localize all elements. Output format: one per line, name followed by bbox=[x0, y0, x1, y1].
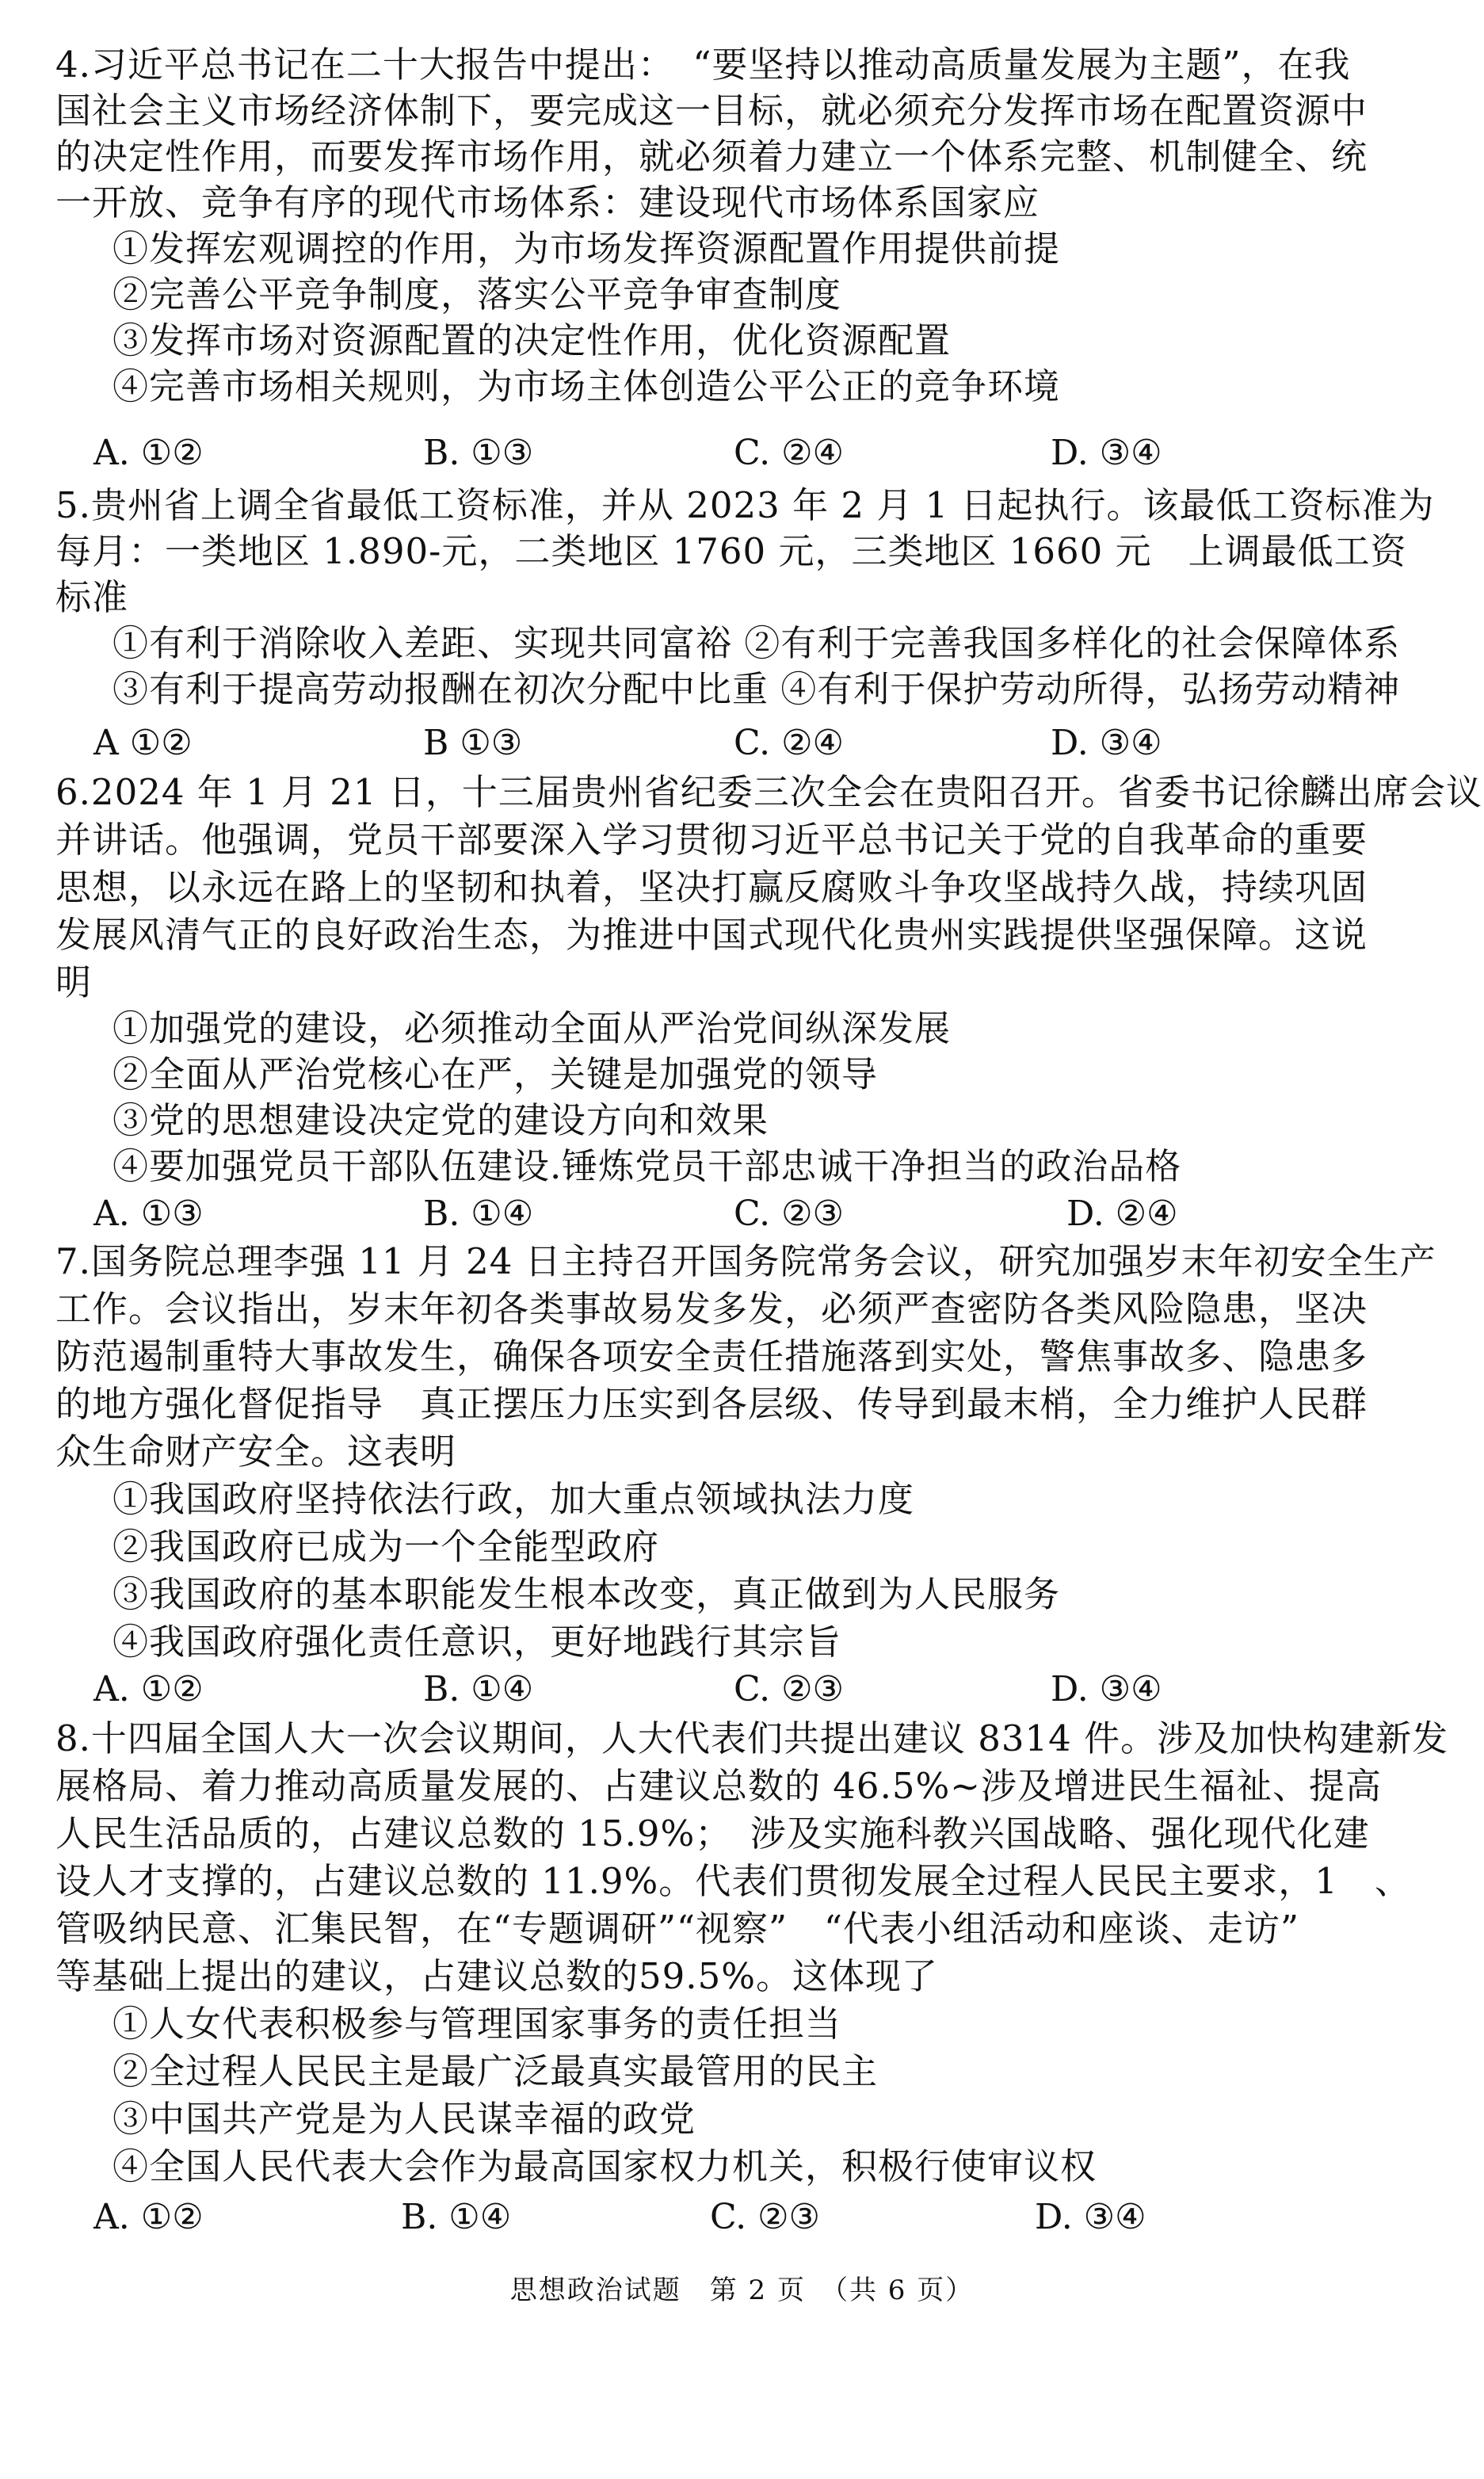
statement-item: ①加强党的建设，必须推动全面从严治党间纵深发展 bbox=[113, 1007, 952, 1049]
option-a[interactable]: A. ①② bbox=[93, 1669, 204, 1709]
statement-item: ①发挥宏观调控的作用，为市场发挥资源配置作用提供前提 bbox=[113, 227, 1061, 269]
option-a[interactable]: A ①② bbox=[93, 723, 193, 763]
question-text-line: 5.贵州省上调全省最低工资标准，并从 2023 年 2 月 1 日起执行。该最低工资标准为 bbox=[55, 484, 1435, 526]
question-text-line: 7.国务院总理李强 11 月 24 日主持召开国务院常务会议，研究加强岁末年初安全生产 bbox=[55, 1240, 1436, 1282]
statement-item: ④全国人民代表大会作为最高国家权力机关，积极行使审议权 bbox=[113, 2145, 1097, 2187]
question-text-line: 明 bbox=[55, 961, 93, 1003]
question-text-line: 8.十四届全国人大一次会议期间，人大代表们共提出建议 8314 件。涉及加快构建新发 bbox=[55, 1717, 1449, 1759]
question-text-line: 每月：一类地区 1.890-元，二类地区 1760 元，三类地区 1660 元 上调最低工资 bbox=[55, 530, 1407, 572]
statement-item: ③我国政府的基本职能发生根本改变，真正做到为人民服务 bbox=[113, 1573, 1061, 1615]
option-b[interactable]: B ①③ bbox=[423, 723, 523, 763]
question-text-line: 标准 bbox=[55, 576, 129, 618]
question-text-line: 展格局、着力推动高质量发展的、占建议总数的 46.5%~涉及增进民生福祉、提高 bbox=[55, 1765, 1382, 1807]
option-d[interactable]: D. ③④ bbox=[1051, 433, 1162, 473]
option-a[interactable]: A. ①③ bbox=[93, 1194, 204, 1234]
question-text-line: 一开放、竞争有序的现代市场体系：建设现代市场体系国家应 bbox=[55, 181, 1040, 223]
option-c[interactable]: C. ②④ bbox=[734, 723, 844, 763]
statement-item: ②全过程人民民主是最广泛最真实最管用的民主 bbox=[113, 2050, 879, 2092]
option-b[interactable]: B. ①④ bbox=[423, 1194, 534, 1234]
statement-item: ④完善市场相关规则，为市场主体创造公平公正的竞争环境 bbox=[113, 365, 1061, 407]
question-text-line: 4.习近平总书记在二十大报告中提出： “要坚持以推动高质量发展为主题”，在我 bbox=[55, 44, 1351, 86]
statement-item: ③发挥市场对资源配置的决定性作用，优化资源配置 bbox=[113, 319, 952, 361]
option-d[interactable]: D. ③④ bbox=[1051, 1669, 1162, 1709]
statement-item: ③中国共产党是为人民谋幸福的政党 bbox=[113, 2098, 696, 2140]
statement-item: ①有利于消除收入差距、实现共同富裕 ②有利于完善我国多样化的社会保障体系 bbox=[113, 622, 1401, 664]
statement-item: ③有利于提高劳动报酬在初次分配中比重 ④有利于保护劳动所得，弘扬劳动精神 bbox=[113, 668, 1401, 710]
option-a[interactable]: A. ①② bbox=[93, 2197, 204, 2237]
question-text-line: 管吸纳民意、汇集民智，在“专题调研”“视察” “代表小组活动和座谈、走访” bbox=[55, 1908, 1300, 1950]
question-text-line: 等基础上提出的建议，占建议总数的59.5%。这体现了 bbox=[55, 1955, 938, 1997]
option-c[interactable]: C. ②③ bbox=[710, 2197, 820, 2237]
question-text-line: 6.2024 年 1 月 21 日，十三届贵州省纪委三次全会在贵阳召开。省委书记徐麟出席会议 bbox=[55, 771, 1482, 813]
statement-item: ④我国政府强化责任意识，更好地践行其宗旨 bbox=[113, 1621, 842, 1663]
option-c[interactable]: C. ②③ bbox=[734, 1669, 844, 1709]
question-text-line: 众生命财产安全。这表明 bbox=[55, 1430, 457, 1473]
statement-item: ④要加强党员干部队伍建设.锤炼党员干部忠诚干净担当的政治品格 bbox=[113, 1145, 1182, 1187]
question-text-line: 的地方强化督促指导 真正摆压力压实到各层级、传导到最末梢，全力维护人民群 bbox=[55, 1383, 1368, 1425]
question-text-line: 发展风清气正的良好政治生态，为推进中国式现代化贵州实践提供坚强保障。这说 bbox=[55, 914, 1368, 956]
option-d[interactable]: D. ③④ bbox=[1035, 2197, 1146, 2237]
statement-item: ②我国政府已成为一个全能型政府 bbox=[113, 1526, 660, 1568]
statement-item: ①人女代表积极参与管理国家事务的责任担当 bbox=[113, 2003, 842, 2045]
question-text-line: 思想，以永远在路上的坚韧和执着，坚决打赢反腐败斗争攻坚战持久战，持续巩固 bbox=[55, 866, 1368, 908]
option-b[interactable]: B. ①④ bbox=[423, 1669, 534, 1709]
question-text-line: 并讲话。他强调，党员干部要深入学习贯彻习近平总书记关于党的自我革命的重要 bbox=[55, 819, 1368, 861]
option-c[interactable]: C. ②③ bbox=[734, 1194, 844, 1234]
question-text-line: 工作。会议指出，岁末年初各类事故易发多发，必须严查密防各类风险隐患，坚决 bbox=[55, 1288, 1368, 1330]
question-text-line: 的决定性作用，而要发挥市场作用，就必须着力建立一个体系完整、机制健全、统 bbox=[55, 136, 1368, 178]
question-text-line: 防范遏制重特大事故发生，确保各项安全责任措施落到实处，警焦事故多、隐患多 bbox=[55, 1335, 1368, 1377]
question-text-line: 国社会主义市场经济体制下，要完成这一目标，就必须充分发挥市场在配置资源中 bbox=[55, 90, 1368, 132]
option-b[interactable]: B. ①③ bbox=[423, 433, 534, 473]
option-b[interactable]: B. ①④ bbox=[401, 2197, 512, 2237]
question-text-line: 人民生活品质的，占建议总数的 15.9%； 涉及实施科教兴国战略、强化现代化建 bbox=[55, 1812, 1370, 1854]
statement-item: ②完善公平竞争制度，落实公平竞争审查制度 bbox=[113, 273, 842, 315]
option-d[interactable]: D. ②④ bbox=[1066, 1194, 1178, 1234]
option-d[interactable]: D. ③④ bbox=[1051, 723, 1162, 763]
statement-item: ①我国政府坚持依法行政，加大重点领域执法力度 bbox=[113, 1478, 915, 1520]
statement-item: ②全面从严治党核心在严，关键是加强党的领导 bbox=[113, 1053, 879, 1095]
answer-options bbox=[93, 2194, 1440, 2479]
page-footer: 思想政治试题 第 2 页 （共 6 页） bbox=[509, 2275, 975, 2306]
option-a[interactable]: A. ①② bbox=[93, 433, 204, 473]
option-c[interactable]: C. ②④ bbox=[734, 433, 844, 473]
statement-item: ③党的思想建设决定党的建设方向和效果 bbox=[113, 1099, 769, 1141]
question-text-line: 设人才支撑的，占建议总数的 11.9%。代表们贯彻发展全过程人民民主要求，1 、 bbox=[55, 1860, 1411, 1902]
